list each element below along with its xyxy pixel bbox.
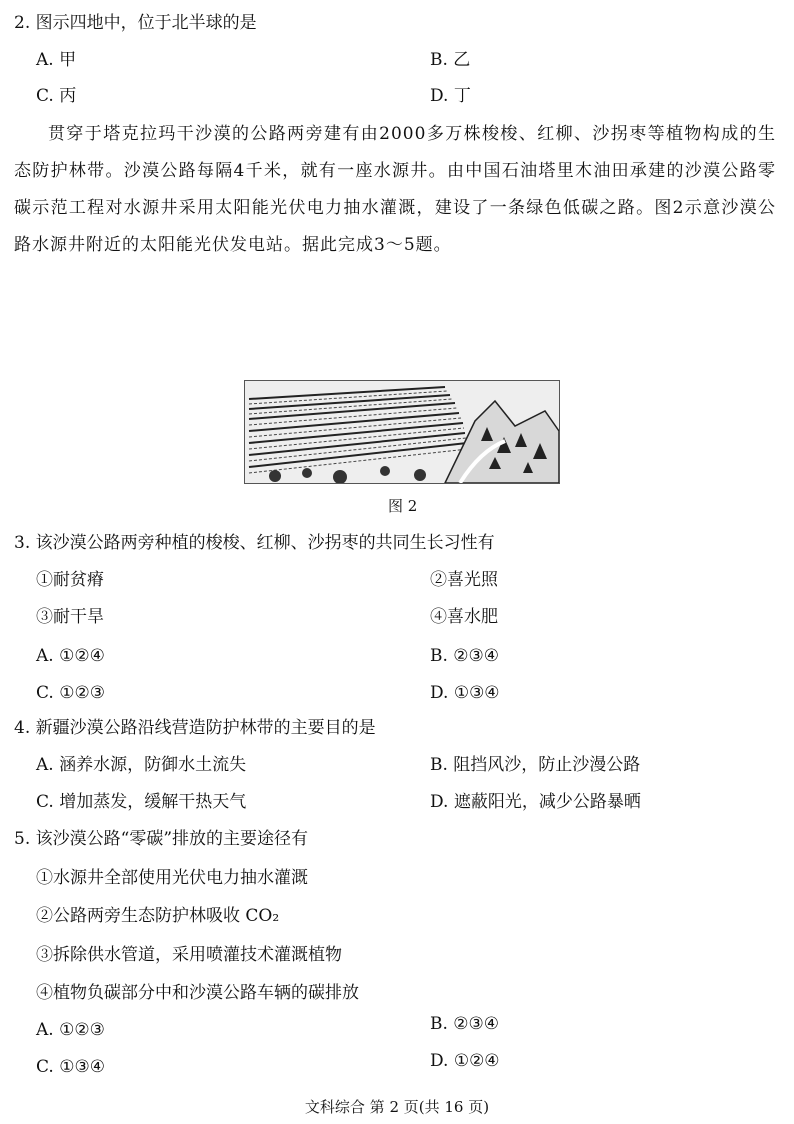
q4-option-c: C. 增加蒸发，缓解干热天气 <box>36 792 247 812</box>
q2-option-d: D. 丁 <box>430 86 471 106</box>
q5-statement-3: ③拆除供水管道，采用喷灌技术灌溉植物 <box>36 945 342 965</box>
q5-statement-4: ④植物负碳部分中和沙漠公路车辆的碳排放 <box>36 983 359 1003</box>
q2-stem: 2. 图示四地中，位于北半球的是 <box>14 13 257 33</box>
q3-statement-3: ③耐干旱 <box>36 607 104 627</box>
q5-option-d: D. ①②④ <box>430 1051 500 1071</box>
q5-option-a: A. ①②③ <box>36 1020 105 1040</box>
q5-statement-2: ②公路两旁生态防护林吸收 CO₂ <box>36 906 280 926</box>
q3-option-d: D. ①③④ <box>430 683 500 703</box>
q3-option-b: B. ②③④ <box>430 646 500 666</box>
page-footer: 文科综合 第 2 页(共 16 页) <box>304 1098 490 1116</box>
q3-option-a: A. ①②④ <box>36 646 105 666</box>
q5-stem: 5. 该沙漠公路“零碳”排放的主要途径有 <box>14 829 309 849</box>
q2-option-c: C. 丙 <box>36 86 77 106</box>
q4-option-d: D. 遮蔽阳光，减少公路暴晒 <box>430 792 641 812</box>
passage-paragraph: 贯穿于塔克拉玛干沙漠的公路两旁建有由2000多万株梭梭、红柳、沙拐枣等植物构成的生态防护林带。沙漠公路每隔4千米，就有一座水源井。由中国石油塔里木油田承建的沙漠公路零碳示范工程对水源井采用太阳能光伏电力抽水灌溉，建设了一条绿色低碳之路。图2示意沙漠公路水源井附近的太阳能光伏发电站。据此完成3～5题。 <box>14 124 776 255</box>
q4-option-b: B. 阻挡风沙，防止沙漫公路 <box>430 755 641 775</box>
figure-caption: 图 2 <box>388 497 418 515</box>
q4-stem: 4. 新疆沙漠公路沿线营造防护林带的主要目的是 <box>14 718 376 738</box>
q4-option-a: A. 涵养水源，防御水土流失 <box>36 755 247 775</box>
q2-option-b: B. 乙 <box>430 50 471 70</box>
q3-statement-2: ②喜光照 <box>430 570 498 590</box>
q5-statement-1: ①水源井全部使用光伏电力抽水灌溉 <box>36 868 308 888</box>
q2-option-a: A. 甲 <box>36 50 77 70</box>
q3-statement-4: ④喜水肥 <box>430 607 498 627</box>
q5-option-c: C. ①③④ <box>36 1057 105 1077</box>
solar-station-photo <box>244 380 560 484</box>
q3-statement-1: ①耐贫瘠 <box>36 570 104 590</box>
q5-option-b: B. ②③④ <box>430 1014 500 1034</box>
q3-stem: 3. 该沙漠公路两旁种植的梭梭、红柳、沙拐枣的共同生长习性有 <box>14 533 495 553</box>
q3-option-c: C. ①②③ <box>36 683 105 703</box>
